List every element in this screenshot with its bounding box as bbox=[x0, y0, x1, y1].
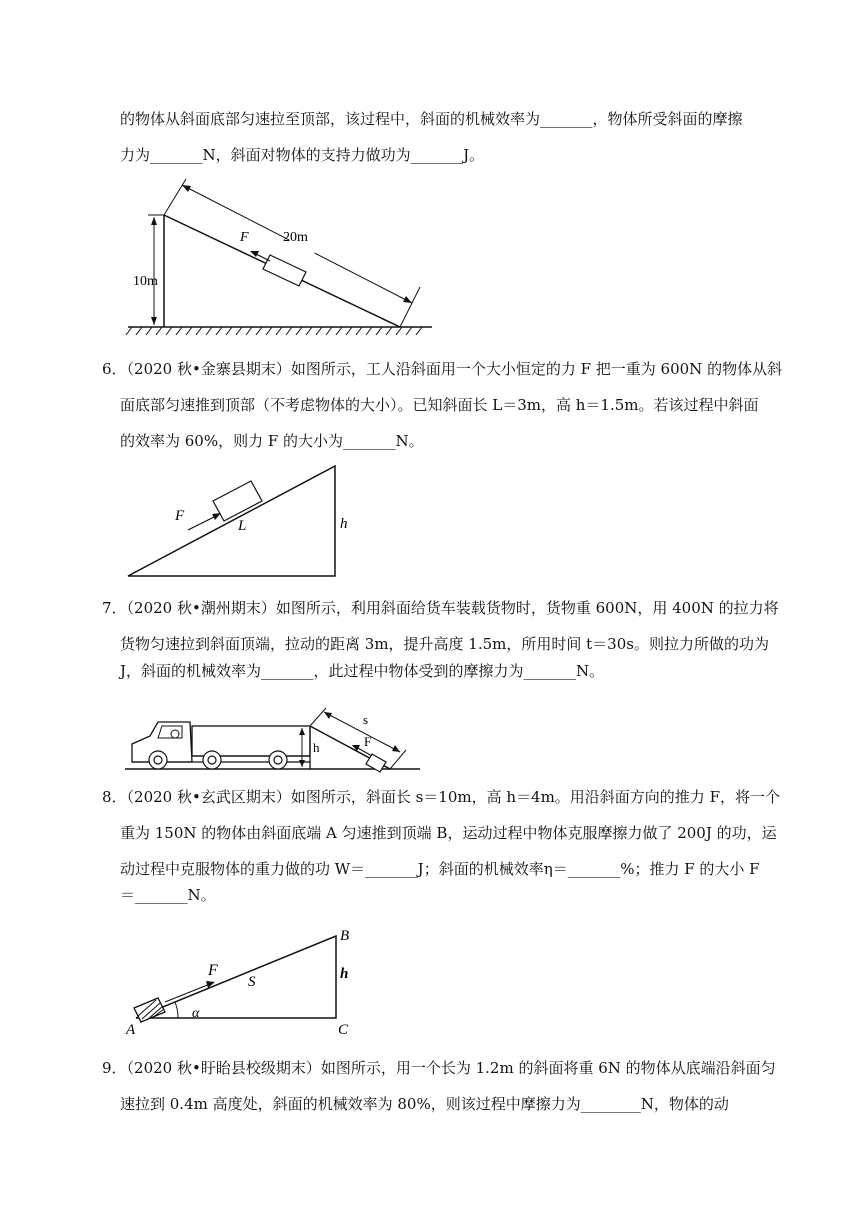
length-label: L bbox=[238, 518, 247, 534]
angle-label: α bbox=[192, 1006, 200, 1021]
text-line: 货物匀速拉到斜面顶端，拉动的距离 3m，提升高度 1.5m，所用时间 t＝30s。则拉力所做的功为 bbox=[120, 635, 769, 653]
text-line: 面底部匀速推到顶部（不考虑物体的大小）。已知斜面长 L＝3m，高 h＝1.5m。若该过程中斜面 bbox=[120, 396, 759, 414]
figure-incline-8 bbox=[120, 920, 370, 1042]
point-A-label: A bbox=[126, 1022, 136, 1038]
text-line: 的物体从斜面底部匀速拉至顶部，该过程中，斜面的机械效率为_______，物体所受斜面的摩擦 bbox=[120, 110, 743, 128]
height-label: h bbox=[313, 740, 320, 755]
text-line: 7．（2020 秋•潮州期末）如图所示，利用斜面给货车装载货物时，货物重 600N，用 400N 的拉力将 bbox=[102, 599, 779, 617]
text-line: 8．（2020 秋•玄武区期末）如图所示，斜面长 s＝10m，高 h＝4m。用沿斜面方向的推力 F，将一个 bbox=[102, 788, 780, 806]
text-line: 动过程中克服物体的重力做的功 W＝_______J；斜面的机械效率η＝_______%；推力 F 的大小 F bbox=[120, 860, 760, 878]
figure-truck-ramp-7 bbox=[120, 692, 430, 774]
text-line: 9．（2020 秋•盱眙县校级期末）如图所示，用一个长为 1.2m 的斜面将重 6N 的物体从底端沿斜面匀 bbox=[102, 1059, 776, 1077]
height-label: h bbox=[340, 516, 348, 532]
height-label: 10m bbox=[133, 274, 158, 289]
distance-label: s bbox=[363, 712, 369, 727]
figure-incline-6 bbox=[120, 458, 360, 583]
text-line: 力为_______N，斜面对物体的支持力做功为_______J。 bbox=[120, 146, 485, 164]
text-line: 的效率为 60%，则力 F 的大小为_______N。 bbox=[120, 432, 424, 450]
point-C-label: C bbox=[338, 1022, 349, 1038]
text-line: 重为 150N 的物体由斜面底端 A 匀速推到顶端 B，运动过程中物体克服摩擦力做了 200J 的功，运 bbox=[120, 824, 777, 842]
length-label: S bbox=[248, 974, 256, 990]
text-line: 6．（2020 秋•金寨县期末）如图所示，工人沿斜面用一个大小恒定的力 F 把一重为 600N 的物体从斜 bbox=[102, 360, 783, 378]
force-label: F bbox=[364, 734, 372, 749]
force-label: F bbox=[240, 230, 249, 245]
force-label: F bbox=[175, 508, 185, 524]
text-line: J，斜面的机械效率为_______，此过程中物体受到的摩擦力为_______N。 bbox=[120, 662, 605, 680]
text-line: ＝_______N。 bbox=[120, 886, 216, 904]
point-B-label: B bbox=[340, 928, 350, 944]
height-label: h bbox=[340, 966, 349, 982]
text-line: 速拉到 0.4m 高度处，斜面的机械效率为 80%，则该过程中摩擦力为________N，物体的动 bbox=[120, 1095, 729, 1113]
figure-incline-5 bbox=[120, 175, 440, 340]
force-label: F bbox=[208, 962, 218, 979]
length-label: 20m bbox=[283, 230, 308, 245]
